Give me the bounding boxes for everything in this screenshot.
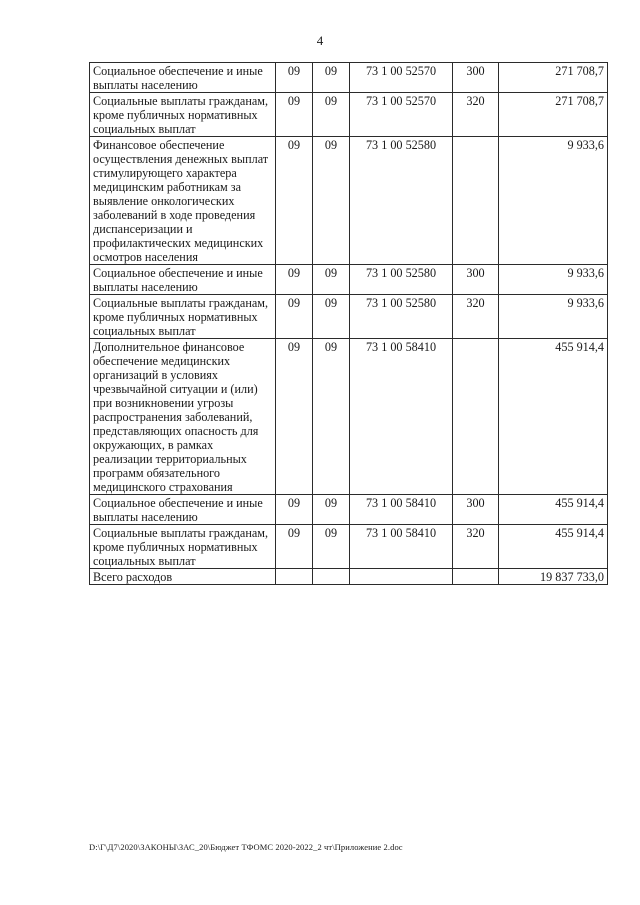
total-label: Всего расходов	[90, 569, 276, 585]
row-name: Социальные выплаты гражданам, кроме публичных нормативных социальных выплат	[90, 525, 276, 569]
row-amount: 455 914,4	[499, 339, 608, 495]
row-name: Социальное обеспечение и иные выплаты населению	[90, 63, 276, 93]
row-subsection: 09	[313, 63, 350, 93]
row-amount: 271 708,7	[499, 93, 608, 137]
row-section: 09	[276, 93, 313, 137]
table-row	[90, 339, 608, 495]
row-target-article: 73 1 00 52580	[350, 265, 453, 295]
row-name: Социальное обеспечение и иные выплаты населению	[90, 495, 276, 525]
row-subsection: 09	[313, 93, 350, 137]
row-amount: 9 933,6	[499, 295, 608, 339]
page-number: 4	[316, 33, 324, 48]
row-subsection: 09	[313, 525, 350, 569]
row-amount: 9 933,6	[499, 265, 608, 295]
total-section	[276, 569, 313, 585]
table-row	[90, 265, 608, 295]
row-section: 09	[276, 495, 313, 525]
row-expense-type: 320	[453, 525, 499, 569]
row-target-article: 73 1 00 58410	[350, 495, 453, 525]
row-subsection: 09	[313, 295, 350, 339]
row-expense-type: 320	[453, 295, 499, 339]
total-row	[90, 569, 608, 585]
row-target-article: 73 1 00 52570	[350, 63, 453, 93]
row-subsection: 09	[313, 265, 350, 295]
row-expense-type	[453, 339, 499, 495]
row-target-article: 73 1 00 58410	[350, 339, 453, 495]
row-name: Социальные выплаты гражданам, кроме публичных нормативных социальных выплат	[90, 295, 276, 339]
row-name: Финансовое обеспечение осуществления денежных выплат стимулирующего характера медицинским работникам за выявление онкологических заболеваний в ходе проведения диспансеризации и профилактических медицинских осмотров населения	[90, 137, 276, 265]
row-expense-type: 320	[453, 93, 499, 137]
row-amount: 271 708,7	[499, 63, 608, 93]
row-name: Социальные выплаты гражданам, кроме публичных нормативных социальных выплат	[90, 93, 276, 137]
row-section: 09	[276, 63, 313, 93]
row-subsection: 09	[313, 339, 350, 495]
row-section: 09	[276, 339, 313, 495]
row-amount: 455 914,4	[499, 495, 608, 525]
row-expense-type: 300	[453, 265, 499, 295]
row-name: Социальное обеспечение и иные выплаты населению	[90, 265, 276, 295]
table-row	[90, 295, 608, 339]
row-section: 09	[276, 137, 313, 265]
row-name: Дополнительное финансовое обеспечение медицинских организаций в условиях чрезвычайной ситуации и (или) при возникновении угрозы распространения заболеваний, представляющих опасность для окружающих, в рамках реализации территориальных программ обязательного медицинского страхования	[90, 339, 276, 495]
row-section: 09	[276, 265, 313, 295]
total-subsection	[313, 569, 350, 585]
row-section: 09	[276, 295, 313, 339]
row-amount: 455 914,4	[499, 525, 608, 569]
table-row	[90, 63, 608, 93]
file-path-footer: D:\Г\Д7\2020\ЗАКОНЫ\ЗАС_20\Бюджет ТФОМС 2020-2022_2 чт\Приложение 2.doc	[89, 842, 403, 852]
row-expense-type	[453, 137, 499, 265]
row-target-article: 73 1 00 52580	[350, 137, 453, 265]
total-target-article	[350, 569, 453, 585]
table-row	[90, 525, 608, 569]
total-amount: 19 837 733,0	[499, 569, 608, 585]
total-expense-type	[453, 569, 499, 585]
table-row	[90, 93, 608, 137]
row-target-article: 73 1 00 52570	[350, 93, 453, 137]
table-row	[90, 137, 608, 265]
row-expense-type: 300	[453, 495, 499, 525]
row-subsection: 09	[313, 495, 350, 525]
row-expense-type: 300	[453, 63, 499, 93]
row-section: 09	[276, 525, 313, 569]
row-amount: 9 933,6	[499, 137, 608, 265]
row-target-article: 73 1 00 58410	[350, 525, 453, 569]
budget-table	[89, 62, 608, 585]
row-target-article: 73 1 00 52580	[350, 295, 453, 339]
table-row	[90, 495, 608, 525]
row-subsection: 09	[313, 137, 350, 265]
